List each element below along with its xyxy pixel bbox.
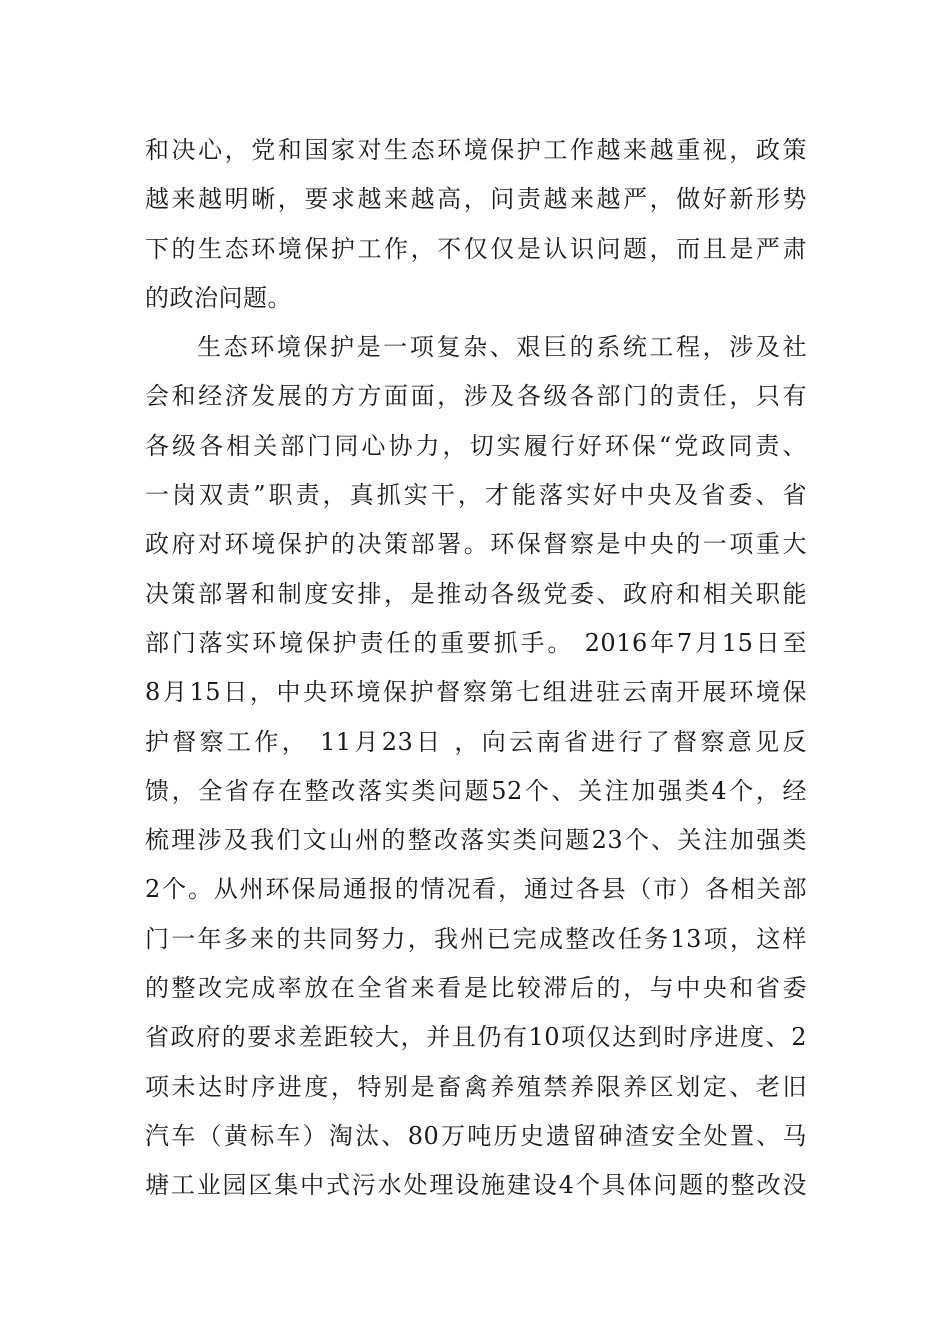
text-line-16: 2个。从州环保局通报的情况看，通过各县（市）各相关部 <box>145 875 807 904</box>
text-line-14: 馈，全省存在整改落实类问题52个、关注加强类4个，经 <box>145 776 807 805</box>
text-line-6: 会和经济发展的方方面面，涉及各级各部门的责任，只有 <box>145 382 807 411</box>
document-body <box>145 126 807 1211</box>
text-line-9: 政府对环境保护的决策部署。环保督察是中央的一项重大 <box>145 530 807 559</box>
text-line-7: 各级各相关部门同心协力，切实履行好环保“党政同责、 <box>145 431 807 460</box>
text-line-18: 的整改完成率放在全省来看是比较滞后的，与中央和省委 <box>145 974 807 1003</box>
text-line-4: 的政治问题。 <box>145 283 292 312</box>
text-line-22: 塘工业园区集中式污水处理设施建设4个具体问题的整改没 <box>145 1171 807 1200</box>
text-line-1: 和决心，党和国家对生态环境保护工作越来越重视，政策 <box>145 136 807 164</box>
text-line-21: 汽车（黄标车）淘汰、80万吨历史遗留砷渣安全处置、马 <box>145 1121 807 1150</box>
text-line-20: 项未达时序进度，特别是畜禽养殖禁养限养区划定、老旧 <box>145 1072 807 1101</box>
text-line-19: 省政府的要求差距较大，并且仍有10项仅达到时序进度、2 <box>145 1023 807 1052</box>
text-line-10: 决策部署和制度安排，是推动各级党委、政府和相关职能 <box>145 579 807 608</box>
text-line-11: 部门落实环境保护责任的重要抓手。 2016年7月15日至 <box>145 628 807 657</box>
text-line-13: 护督察工作， 11月23日 ，向云南省进行了督察意见反 <box>145 727 807 756</box>
text-line-12: 8月15日，中央环境保护督察第七组进驻云南开展环境保 <box>145 678 807 707</box>
text-line-5: 生态环境保护是一项复杂、艰巨的系统工程，涉及社 <box>197 333 807 362</box>
text-line-15: 梳理涉及我们文山州的整改落实类问题23个、关注加强类 <box>145 826 807 855</box>
text-line-2: 越来越明晰，要求越来越高，问责越来越严，做好新形势 <box>145 185 807 214</box>
text-line-8: 一岗双责”职责，真抓实干，才能落实好中央及省委、省 <box>145 481 807 510</box>
text-line-17: 门一年多来的共同努力，我州已完成整改任务13项，这样 <box>145 924 807 953</box>
text-line-3: 下的生态环境保护工作，不仅仅是认识问题，而且是严肃 <box>145 234 807 263</box>
